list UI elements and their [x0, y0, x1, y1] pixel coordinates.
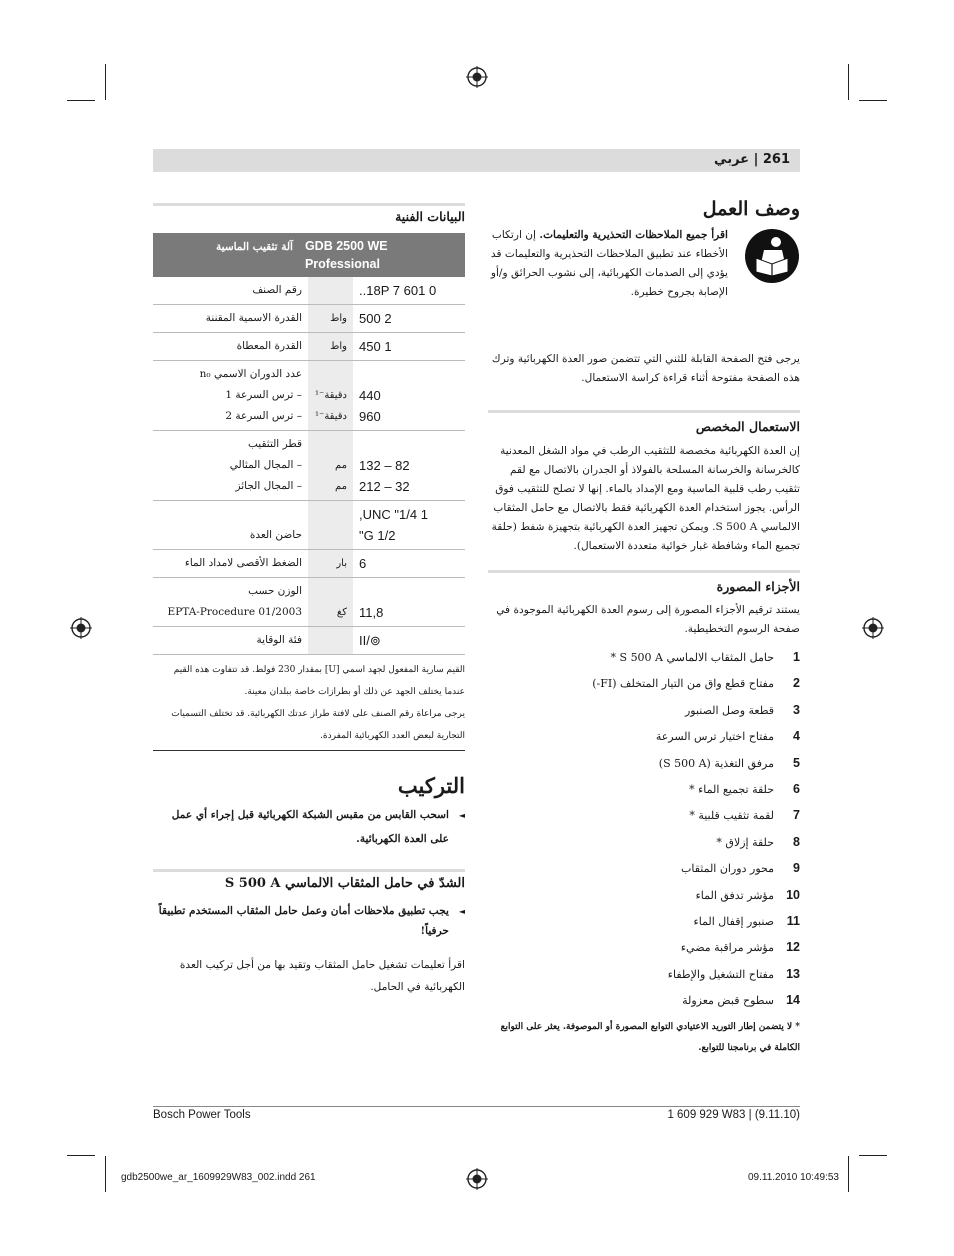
parts-list — [488, 644, 800, 1013]
table-cell-value: 0 601 18P 7.. — [353, 277, 465, 305]
table-row — [153, 305, 465, 333]
table-cell-label: عدد الدوران الاسمي n₀ – ترس السرعة 1 – ترس السرعة 2 — [153, 361, 308, 431]
registration-mark-icon — [466, 1168, 488, 1190]
table-cell-unit: دقيقة⁻¹ دقيقة⁻¹ — [308, 361, 353, 431]
left-column — [153, 203, 465, 998]
crop-mark — [67, 1155, 95, 1156]
section-title-description: وصف العمل — [702, 198, 800, 220]
table-cell-value: 1 450 — [353, 333, 465, 361]
section-separator — [153, 869, 465, 872]
warning-text — [488, 226, 728, 302]
crop-mark — [859, 100, 887, 101]
clamping-paragraph: اقرأ تعليمات تشغيل حامل المثقاب وتقيد بها من أجل تركيب العدة الكهربائية في الحامل. — [179, 959, 465, 993]
registration-mark-icon — [70, 617, 92, 639]
list-item: 2مفتاح قطع واق من التيار المتخلف (FI-) — [592, 676, 800, 691]
table-cell-label: قطر التثقيب – المجال المثالي – المجال الجائز — [153, 431, 308, 501]
list-item: 12مؤشر مراقبة مضيء — [680, 940, 800, 955]
section-separator — [488, 410, 800, 413]
table-cell-value: ⊚/II — [353, 627, 465, 655]
footer-brand: Bosch Power Tools — [153, 1109, 251, 1121]
book-reading-icon — [744, 228, 800, 284]
table-header-row — [153, 233, 465, 277]
table-cell-unit — [308, 627, 353, 655]
table-row — [153, 550, 465, 578]
crop-mark — [848, 64, 849, 100]
page-number-label: 261 | عربي — [714, 152, 790, 167]
section-separator — [488, 570, 800, 573]
slug-timestamp: 09.11.2010 10:49:53 — [747, 1172, 839, 1183]
table-cell-label: حاضن العدة — [153, 501, 308, 550]
footer-doc-number: 1 609 929 W83 | (9.11.10) — [667, 1109, 800, 1121]
warning-bold: اقرأ جميع الملاحظات التحذيرية والتعليمات. — [539, 229, 728, 241]
warning-block — [488, 228, 800, 316]
table-cell-value: 2 500 — [353, 305, 465, 333]
section-title-clamping: الشدّ في حامل المثقاب الالماسي S 500 A — [224, 876, 465, 891]
table-cell-value: 440 960 — [353, 361, 465, 431]
table-note-voltage: القيم سارية المفعول لجهد اسمي [U] بمقدار 230 فولط. قد تتفاوت هذه القيم عندما يختلف الجهد عن ذلك أو بطرازات خاصة ببلدان معينة. — [173, 665, 465, 697]
page-header-bar — [153, 149, 800, 172]
table-cell-value: 6 — [353, 550, 465, 578]
table-row — [153, 501, 465, 550]
section-separator — [153, 203, 465, 206]
footnote: * لا يتضمن إطار التوريد الاعتيادي التوابع المصورة أو الموصوفة. يعثر على التوابع الكاملة في برنامجنا للتوابع. — [500, 1022, 800, 1054]
intro-paragraph: يرجى فتح الصفحة القابلة للثني التي تتضمن صور العدة الكهربائية وترك هذه الصفحة مفتوحة أثناء قراءة كراسة الاستعمال. — [491, 353, 800, 384]
table-header-label: آلة تثقيب الماسية — [153, 233, 299, 277]
warning-body: إن ارتكاب الأخطاء عند تطبيق الملاحظات التحذيرية والتعليمات قد يؤدي إلى الصدمات الكهربائية، إلى نشوب الحرائق و/أو الإصابة بجروح خطيرة. — [490, 229, 728, 298]
table-cell-unit: بار — [308, 550, 353, 578]
table-cell-value: 1 1/4" UNC, G 1/2" — [353, 501, 465, 550]
footer-rule — [153, 1106, 800, 1107]
table-row — [153, 578, 465, 627]
slug-filename: gdb2500we_ar_1609929W83_002.indd 261 — [121, 1172, 316, 1183]
table-cell-label: الضغط الأقصى لامداد الماء — [153, 550, 308, 578]
table-row — [153, 431, 465, 501]
technical-data-table — [153, 233, 465, 277]
table-row — [153, 361, 465, 431]
table-cell-label: القدرة المعطاة — [153, 333, 308, 361]
crop-mark — [848, 1156, 849, 1192]
table-cell-unit — [308, 501, 353, 550]
table-cell-unit: كغ — [308, 578, 353, 627]
list-item: 5مرفق التغذية (S 500 A) — [658, 755, 800, 770]
list-item: 11صنبور إقفال الماء — [693, 913, 800, 928]
registration-mark-icon — [466, 66, 488, 88]
clamping-bullet: ◄ يجب تطبيق ملاحظات أمان وعمل حامل المثقاب المستخدم تطبيقاً حرفياً! — [153, 901, 465, 941]
parts-intro: يستند ترقيم الأجزاء المصورة إلى رسوم العدة الكهربائية الموجودة في صفحة الرسوم التخطيطية. — [496, 604, 800, 635]
table-row — [153, 277, 465, 305]
crop-mark — [859, 1155, 887, 1156]
list-item: 3قطعة وصل الصنبور — [684, 702, 800, 717]
table-cell-label: الوزن حسب EPTA-Procedure 01/2003 — [153, 578, 308, 627]
table-row — [153, 627, 465, 655]
intended-use-paragraph: إن العدة الكهربائية مخصصة للتثقيب الرطب في مواد الشغل المعدنية كالخرسانة والخرسانة المسلحة بالفولاذ أو الجدران بالاتصال مع لقم تثقيب رطب قلبية الماسية ومع الإمداد بالماء. إنها لا تصلح للتثقيب فوق الرأس. يجوز استخدام العدة الكهربائية فقط بالاتصال مع حامل المثقاب الالماسي S 500 A. ويمكن تجهيز العدة الكهربائية بتجهيزة شفط (حلقة تجميع الماء وشافطة غبار خوائية متعددة الاستعمال). — [491, 445, 800, 552]
table-cell-label: رقم الصنف — [153, 277, 308, 305]
list-item: 13مفتاح التشغيل والإطفاء — [667, 966, 800, 981]
list-item: 1حامل المثقاب الالماسي S 500 A * — [610, 650, 800, 664]
right-column — [488, 198, 800, 1059]
assembly-bullet: ◄ اسحب القابس من مقبس الشبكة الكهربائية قبل إجراء أي عمل على العدة الكهربائية. — [153, 803, 465, 851]
table-cell-unit: مم مم — [308, 431, 353, 501]
technical-data-rows — [153, 277, 465, 655]
list-item: 7لقمة تثقيب قلبية * — [689, 808, 800, 823]
section-title-parts: الأجزاء المصورة — [716, 579, 800, 594]
list-item: 8حلقة إزلاق * — [716, 834, 800, 849]
registration-mark-icon — [862, 617, 884, 639]
section-title-technical-data: البيانات الفنية — [395, 209, 465, 224]
table-cell-unit: واط — [308, 333, 353, 361]
crop-mark — [105, 1156, 106, 1192]
table-cell-label: فئة الوقاية — [153, 627, 308, 655]
crop-mark — [67, 100, 95, 101]
table-cell-value: 82 – 132 32 – 212 — [353, 431, 465, 501]
model-name: GDB 2500 WE Professional — [299, 233, 465, 277]
table-cell-value: 11,8 — [353, 578, 465, 627]
table-cell-label: القدرة الاسمية المقننة — [153, 305, 308, 333]
list-item: 14سطوح قبض معزولة — [682, 993, 800, 1008]
crop-mark — [105, 64, 106, 100]
table-cell-unit — [308, 277, 353, 305]
table-row — [153, 333, 465, 361]
section-title-intended-use: الاستعمال المخصص — [695, 419, 800, 434]
table-cell-unit: واط — [308, 305, 353, 333]
list-item: 9محور دوران المثقاب — [681, 861, 800, 876]
list-item: 10مؤشر تدفق الماء — [695, 887, 800, 902]
list-item: 4مفتاح اختيار ترس السرعة — [655, 729, 800, 744]
section-title-assembly: التركيب — [397, 773, 465, 798]
table-note-article: يرجى مراعاة رقم الصنف على لافتة طراز عدتك الكهربائية. قد تختلف التسميات التجارية لبعض العدد الكهربائية المفردة. — [153, 703, 465, 751]
list-item: 6حلقة تجميع الماء * — [689, 781, 800, 796]
